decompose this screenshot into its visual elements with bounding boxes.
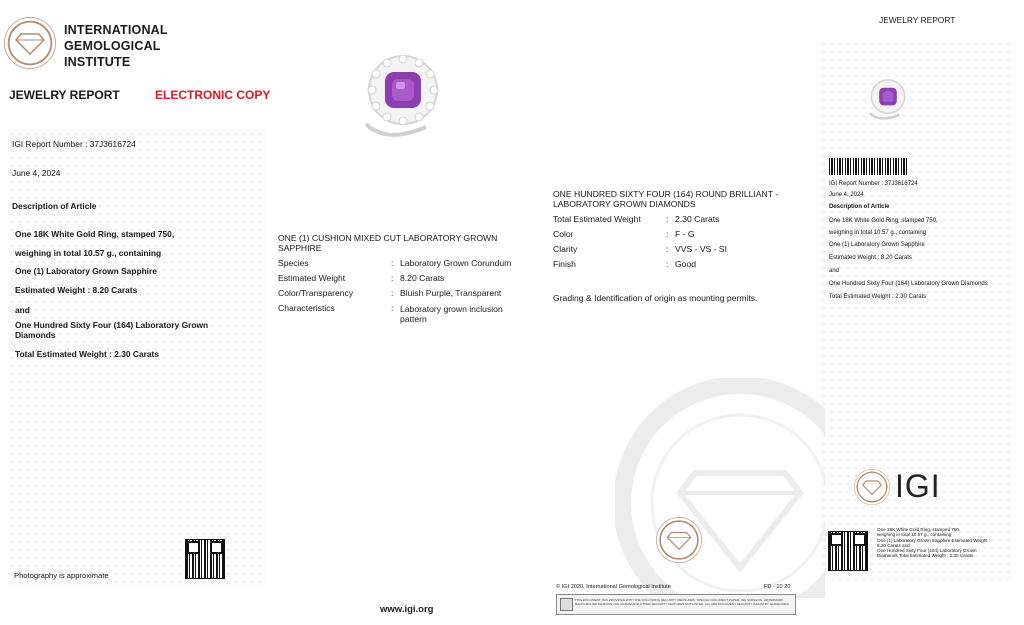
diamonds-label: Color <box>553 229 574 239</box>
sapphire-value: 8.20 Carats <box>400 273 445 283</box>
stub-summary-line: weighing in total 10.57 g., containing <box>877 532 952 538</box>
copyright: © IGI 2020, International Gemological Institute <box>556 584 671 590</box>
security-icon <box>560 598 573 611</box>
sapphire-value: Bluish Purple, Transparent <box>400 288 502 298</box>
diamonds-value: F - G <box>675 229 695 239</box>
grading-note: Grading & Identification of origin as mounting permits. <box>553 293 758 303</box>
watermark-seal <box>615 378 825 598</box>
org-name-line3: INSTITUTE <box>64 55 131 69</box>
sapphire-row: Species : Laboratory Grown Corundum <box>278 256 538 271</box>
stub-summary <box>877 527 1012 559</box>
sapphire-title: ONE (1) CUSHION MIXED CUT LABORATORY GROWN SAPPHIRE <box>278 233 498 253</box>
org-name-line1: INTERNATIONAL <box>64 23 168 37</box>
sapphire-label: Estimated Weight <box>278 273 346 283</box>
stub-report-type: JEWELRY REPORT <box>879 15 956 25</box>
description-line: and <box>15 305 30 315</box>
stub-ring-photo <box>865 78 911 124</box>
stub-qr-code <box>829 532 867 570</box>
stub-summary-line: 8.20 Carats and <box>877 542 910 548</box>
qr-code <box>186 540 224 578</box>
stub-description-line: One (1) Laboratory Grown Sapphire <box>829 242 925 248</box>
diamonds-label: Finish <box>553 259 576 269</box>
website: www.igi.org <box>380 604 434 615</box>
diamonds-row: Total Estimated Weight : 2.30 Carats <box>553 212 793 227</box>
sapphire-value: Laboratory Grown Corundum <box>400 258 512 268</box>
report-date: June 4, 2024 <box>12 168 61 178</box>
description-line: One 18K White Gold Ring, stamped 750, <box>15 229 175 239</box>
sapphire-label: Species <box>278 258 309 268</box>
stub-description-line: weighing in total 10.57 g., containing <box>829 230 927 236</box>
diamonds-label: Total Estimated Weight <box>553 214 641 224</box>
stub-description-line: One Hundred Sixty Four (164) Laboratory Grown Diamonds <box>829 281 988 287</box>
description-line: One Hundred Sixty Four (164) Laboratory Grown Diamonds <box>15 320 209 340</box>
diamonds-row: Color : F - G <box>553 227 793 242</box>
description-line: Total Estimated Weight : 2.30 Carats <box>15 349 159 359</box>
description-heading: Description of Article <box>12 201 97 211</box>
report-number: IGI Report Number : 37J3616724 <box>12 139 136 149</box>
diamonds-title: ONE HUNDRED SIXTY FOUR (164) ROUND BRILLIANT - LABORATORY GROWN DIAMONDS <box>553 189 779 209</box>
diamonds-row: Finish : Good <box>553 257 793 272</box>
sapphire-label: Characteristics <box>278 303 335 313</box>
stub-description-line: Total Estimated Weight : 2.30 Carats <box>829 294 927 300</box>
stub-barcode <box>829 158 908 175</box>
electronic-copy-label: ELECTRONIC COPY <box>155 88 271 102</box>
diamonds-label: Clarity <box>553 244 578 254</box>
description-line: One (1) Laboratory Grown Sapphire <box>15 266 157 276</box>
report-type: JEWELRY REPORT <box>9 88 120 102</box>
stub-description-line: and <box>829 268 840 274</box>
stub-date: June 4, 2024 <box>829 192 864 198</box>
stub-report-number: IGI Report Number : 37J3616724 <box>829 181 918 187</box>
description-line: Estimated Weight : 8.20 Carats <box>15 285 138 295</box>
igi-seal-small <box>656 517 702 563</box>
stub-description-line: One 18K White Gold Ring, stamped 750, <box>829 218 938 224</box>
form-code: FD - 10 20 <box>764 584 791 590</box>
sapphire-row: Estimated Weight : 8.20 Carats <box>278 271 538 286</box>
diamonds-value: VVS - VS - SI <box>675 244 728 254</box>
security-text: THIS DOCUMENT HAS PROVIDED WITH THE FOLLOWING SECURITY MEASURES: SPECIAL DOCUMENT PAPER, INK SCREENS, WATERMARK BACKGROUND DESIGNS, HOLOGRAM AND OTHER SECURITY FEATURES NOT LISTED. ALL ARE DOCUMENT SECURITY INDUSTRY GUIDELINES. <box>575 598 790 607</box>
igi-brand-text: IGI <box>895 468 941 504</box>
stub-summary-line: Diamonds Total Estimated Weight : 2.30 Carats <box>877 553 974 559</box>
stub-summary-line: One Hundred Sixty Four (164) Laboratory Grown <box>877 548 977 554</box>
diamonds-value: Good <box>675 259 697 269</box>
stub-summary-line: One (1) Laboratory Grown Sapphire Estimated Weight : <box>877 537 991 543</box>
photo-note: Photography is approximate <box>14 571 109 580</box>
stub-description-line: Estimated Weight : 8.20 Carats <box>829 255 912 261</box>
sapphire-label: Color/Transparency <box>278 288 354 298</box>
diamond-icon <box>15 31 45 55</box>
diamonds-value: 2.30 Carats <box>675 214 720 224</box>
stub-description-heading: Description of Article <box>829 204 890 210</box>
description-line: weighing in total 10.57 g., containing <box>15 248 162 258</box>
sapphire-row: Characteristics : Laboratory grown inclusion pattern <box>278 301 538 327</box>
diamond-icon <box>666 530 692 550</box>
sapphire-value: Laboratory grown inclusion pattern <box>400 304 503 324</box>
stub-summary-line: One 18K White Gold Ring, stamped 750, <box>877 527 961 532</box>
org-name-line2: GEMOLOGICAL <box>64 39 161 53</box>
igi-seal-logo <box>4 17 56 69</box>
diamonds-row: Clarity : VVS - VS - SI <box>553 242 793 257</box>
ring-photo <box>356 52 450 146</box>
diamond-icon <box>862 479 882 495</box>
igi-brand-seal <box>854 469 890 505</box>
sapphire-row: Color/Transparency : Bluish Purple, Transparent <box>278 286 538 301</box>
security-box <box>556 594 796 615</box>
org-name <box>64 22 168 70</box>
